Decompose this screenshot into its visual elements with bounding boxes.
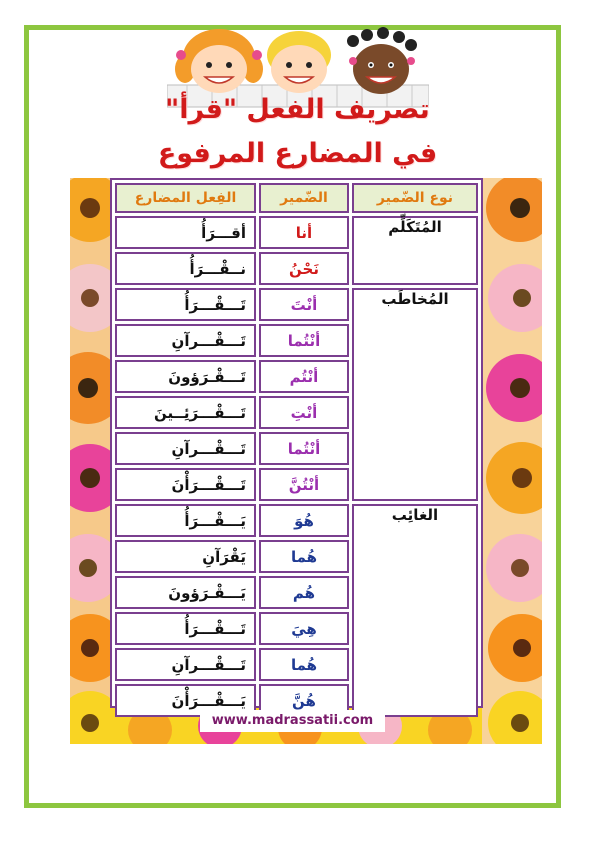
pronoun-type-cell: المُخاطَب [352,288,478,501]
table-row [115,216,478,249]
pronoun-cell: أنا [259,216,349,249]
header-pronoun-type: نوع الضّمير [352,183,478,213]
title-line-1: تصريف الفعل "قرأ" [165,94,430,125]
pronoun-cell: هِيَ [259,612,349,645]
flowers-right-image [480,178,542,744]
pronoun-cell: أنْتِ [259,396,349,429]
verb-cell: يَـــقْـرَؤونَ [115,576,256,609]
pronoun-cell: أنْتُم [259,360,349,393]
table-body [115,216,478,717]
pronoun-cell: هُنَّ [259,684,349,717]
verb-cell: تَـــقْـــرَئِــينَ [115,396,256,429]
header-verb: الفِعل المضارع [115,183,256,213]
pronoun-cell: هُم [259,576,349,609]
verb-cell: تَـــقْـــرَأُ [115,612,256,645]
verb-cell: يَـــقْـــرَأُ [115,504,256,537]
verb-cell: يَـــقْـــرَأْنَ [115,684,256,717]
pronoun-cell: نَحْنُ [259,252,349,285]
pronoun-type-cell: المُتَكَلِّم [352,216,478,285]
website-url: www.madrassatii.com [200,710,385,732]
verb-cell: تَـــقْـــرآنِ [115,432,256,465]
verb-cell: تَـــقْـرَؤونَ [115,360,256,393]
verb-cell: يَقْرَآنِ [115,540,256,573]
pronoun-cell: أنْتُما [259,324,349,357]
verb-cell: تَـــقْـــرآنِ [115,648,256,681]
pronoun-cell: أنْتَ [259,288,349,321]
table-row [115,504,478,537]
pronoun-cell: أنْتُنَّ [259,468,349,501]
verb-cell: أقـــرَأُ [115,216,256,249]
verb-cell: تَـــقْـــرَأْنَ [115,468,256,501]
pronoun-cell: هُوَ [259,504,349,537]
verb-cell: تَـــقْـــرآنِ [115,324,256,357]
table-row [115,288,478,321]
conjugation-table [112,180,481,720]
header-pronoun: الضّمير [259,183,349,213]
pronoun-cell: أنْتُما [259,432,349,465]
verb-cell: تَـــقْـــرَأُ [115,288,256,321]
pronoun-cell: هُما [259,648,349,681]
title-line-2: في المضارع المرفوع [157,138,438,169]
verb-cell: نــقْـــرَأُ [115,252,256,285]
pronoun-cell: هُما [259,540,349,573]
table-header-row [115,183,478,213]
pronoun-type-cell: الغائِب [352,504,478,717]
